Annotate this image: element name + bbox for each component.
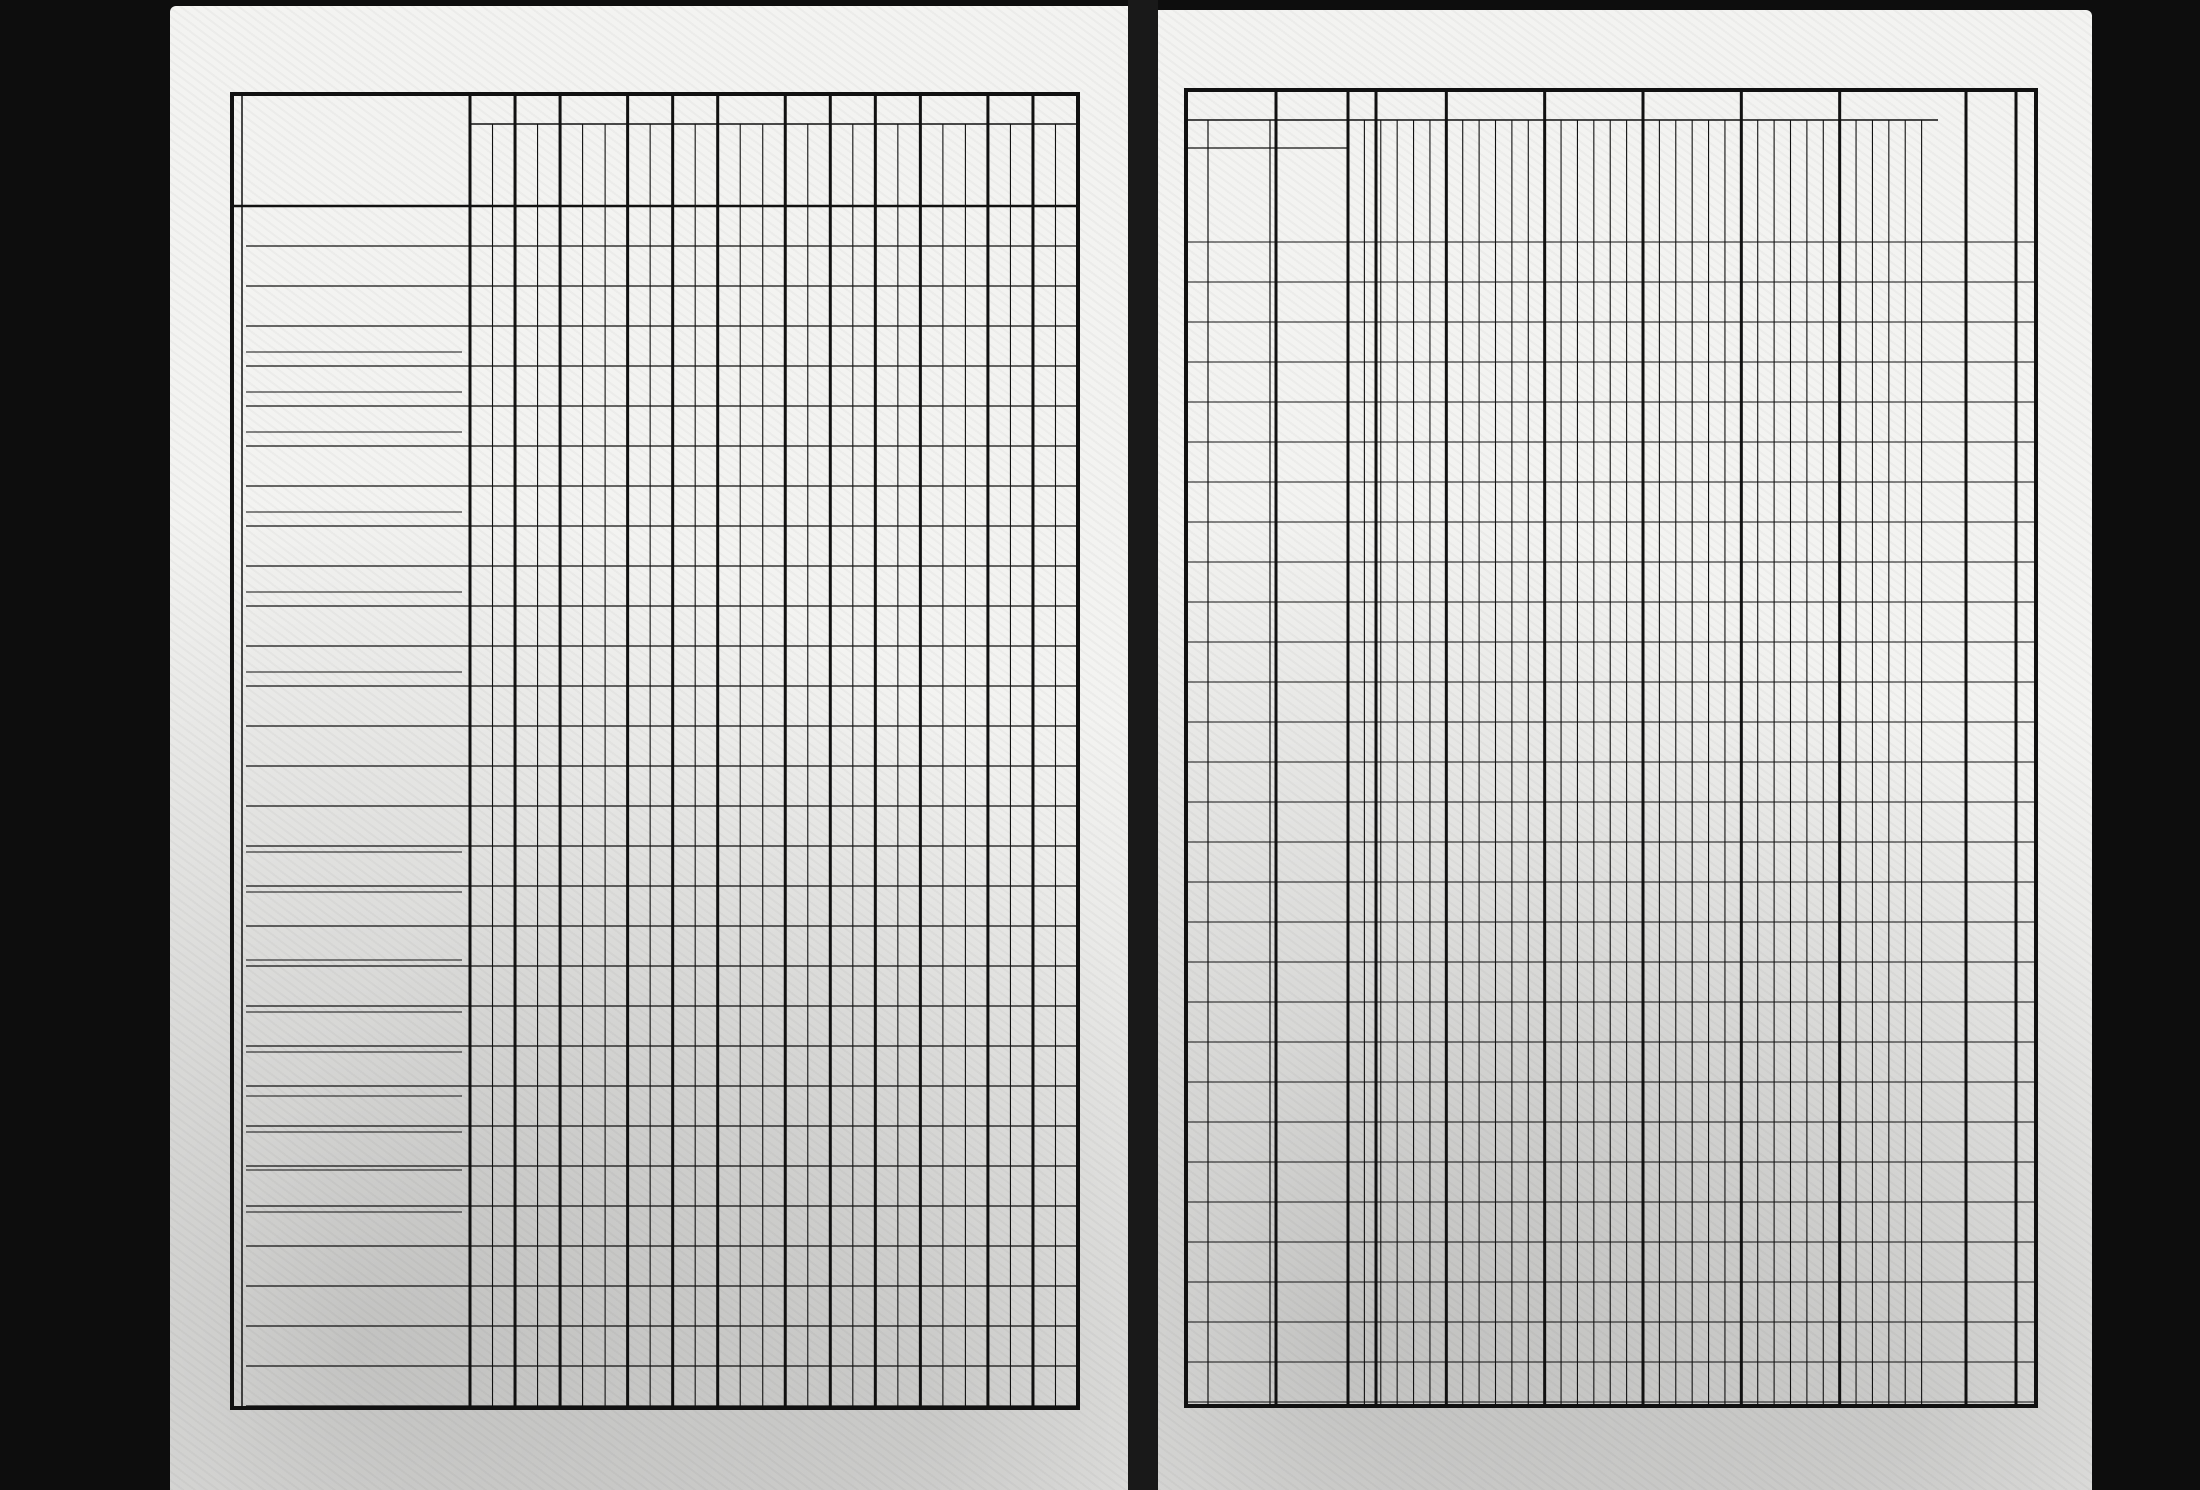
table-frame — [232, 94, 1078, 1408]
right-register-grid — [1158, 10, 2092, 1490]
book-spine — [1128, 0, 1158, 1490]
left-page — [170, 6, 1128, 1490]
table-frame — [1186, 90, 2036, 1406]
right-page — [1158, 10, 2092, 1490]
left-register-grid — [170, 6, 1128, 1490]
